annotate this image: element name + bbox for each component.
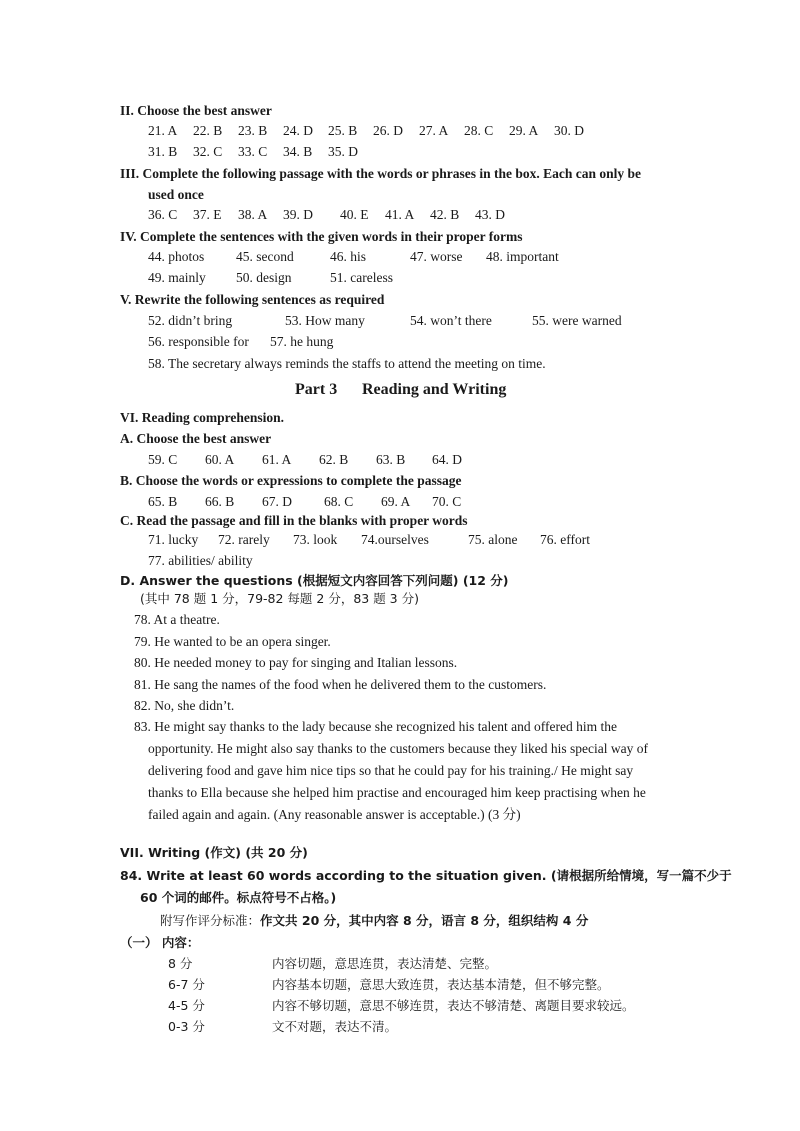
answer-item: 21. A [148,123,178,138]
section-6-heading: VI. Reading comprehension. [120,410,285,425]
scoring-standard-summary: 作文共 20 分，其中内容 8 分，语言 8 分，组织结构 4 分 [260,913,589,928]
answer-item: 71. lucky [148,532,199,547]
section-3-heading-line-1: III. Complete the following passage with the words or phrases in the box. Each can only be [120,166,642,181]
rubric-score: 0-3 分 [168,1019,205,1034]
answer-item: 40. E [340,207,369,222]
answer-item: 73. look [293,532,338,547]
answer-item: 63. B [376,452,406,467]
rubric-desc: 内容基本切题，意思大致连贯，表达基本清楚，但不够完整。 [272,977,610,992]
answer-item: 34. B [283,144,313,159]
part-3-title: Reading and Writing [362,381,507,398]
answer-item: 31. B [148,144,178,159]
content-heading: （一） 内容： [120,935,200,950]
answer-item: 35. D [328,144,358,159]
answer-item: 50. design [236,270,292,285]
answer-item: 49. mainly [148,270,206,285]
answer-item: 51. careless [330,270,393,285]
answer-item: 62. B [319,452,349,467]
answer-80: 80. He needed money to pay for singing and Italian lessons. [134,655,458,670]
section-6d-heading: D. Answer the questions (根据短文内容回答下列问题) (12 分) [120,573,509,588]
scoring-standard [160,912,588,930]
answer-item: 70. C [432,494,462,509]
answer-item: 68. C [324,494,354,509]
answer-item: 29. A [509,123,539,138]
answer-item: 48. important [486,249,559,264]
answer-83-line-2: opportunity. He might also say thanks to the customers because they liked his special way of [148,741,649,756]
section-7-heading: VII. Writing (作文) (共 20 分) [120,845,308,860]
answer-item: 53. How many [285,313,365,328]
answer-item: 54. won’t there [410,313,492,328]
answer-78: 78. At a theatre. [134,612,220,627]
answer-item: 59. C [148,452,178,467]
answer-item: 22. B [193,123,223,138]
answer-82: 82. No, she didn’t. [134,698,235,713]
answer-item: 38. A [238,207,268,222]
answer-79: 79. He wanted to be an opera singer. [134,634,331,649]
answer-item: 33. C [238,144,268,159]
answer-item: 41. A [385,207,415,222]
answer-77: 77. abilities/ ability [148,553,253,568]
scoring-standard-label: 附写作评分标准： [160,913,261,928]
question-84-line-2: 60 个词的邮件。标点符号不占格。) [140,890,337,905]
answer-item: 61. A [262,452,292,467]
section-6a-heading: A. Choose the best answer [120,431,272,446]
answer-item: 28. C [464,123,494,138]
answer-item: 76. effort [540,532,590,547]
answer-item: 46. his [330,249,367,264]
rubric-desc: 文不对题，表达不清。 [272,1019,398,1034]
answer-item: 69. A [381,494,411,509]
answer-item: 47. worse [410,249,463,264]
answer-item: 66. B [205,494,235,509]
answer-83-line-1: 83. He might say thanks to the lady because she recognized his talent and offered him the [134,719,617,734]
answer-item: 42. B [430,207,460,222]
answer-item: 25. B [328,123,358,138]
answer-83-line-5: failed again and again. (Any reasonable answer is acceptable.) (3 分) [148,807,521,822]
section-4-heading: IV. Complete the sentences with the given words in their proper forms [120,229,523,244]
section-6b-heading: B. Choose the words or expressions to complete the passage [120,473,462,488]
answer-item: 30. D [554,123,584,138]
answer-item: 44. photos [148,249,205,264]
answer-item: 67. D [262,494,292,509]
answer-item: 72. rarely [218,532,270,547]
rubric-desc: 内容不够切题，意思不够连贯，表达不够清楚、离题目要求较远。 [272,998,635,1013]
section-2-heading: II. Choose the best answer [120,103,272,118]
rubric-desc: 内容切题，意思连贯，表达清楚、完整。 [272,956,498,971]
answer-item: 32. C [193,144,223,159]
section-3-heading-line-2: used once [148,187,204,202]
answer-item: 74.ourselves [361,532,429,547]
answer-item: 36. C [148,207,178,222]
answer-item: 45. second [236,249,294,264]
answer-item: 60. A [205,452,235,467]
answer-81: 81. He sang the names of the food when he delivered them to the customers. [134,677,547,692]
answer-item: 27. A [419,123,449,138]
rubric-score: 4-5 分 [168,998,205,1013]
section-5-heading: V. Rewrite the following sentences as required [120,292,385,307]
answer-58: 58. The secretary always reminds the staffs to attend the meeting on time. [148,356,546,371]
answer-item: 75. alone [468,532,518,547]
question-84-line-1: 84. Write at least 60 words according to the situation given. (请根据所给情境，写一篇不少于 [120,868,732,883]
section-6d-scoring-note: (其中 78 题 1 分，79-82 每题 2 分，83 题 3 分) [140,591,419,606]
rubric-score: 8 分 [168,956,193,971]
answer-item: 43. D [475,207,505,222]
rubric-score: 6-7 分 [168,977,205,992]
answer-item: 26. D [373,123,403,138]
answer-item: 55. were warned [532,313,622,328]
answer-item: 23. B [238,123,268,138]
answer-item: 57. he hung [270,334,334,349]
answer-83-line-3: delivering food and gave him nice tips so that he could pay for his training./ He might say [148,763,634,778]
part-3-label: Part 3 [295,381,338,398]
answer-item: 52. didn’t bring [148,313,233,328]
section-6c-heading: C. Read the passage and fill in the blanks with proper words [120,513,468,528]
answer-item: 56. responsible for [148,334,249,349]
answer-item: 24. D [283,123,313,138]
answer-item: 39. D [283,207,313,222]
answer-item: 65. B [148,494,178,509]
answer-83-line-4: thanks to Ella because she helped him practise and encouraged him keep practising when he [148,785,646,800]
answer-item: 37. E [193,207,222,222]
answer-item: 64. D [432,452,462,467]
